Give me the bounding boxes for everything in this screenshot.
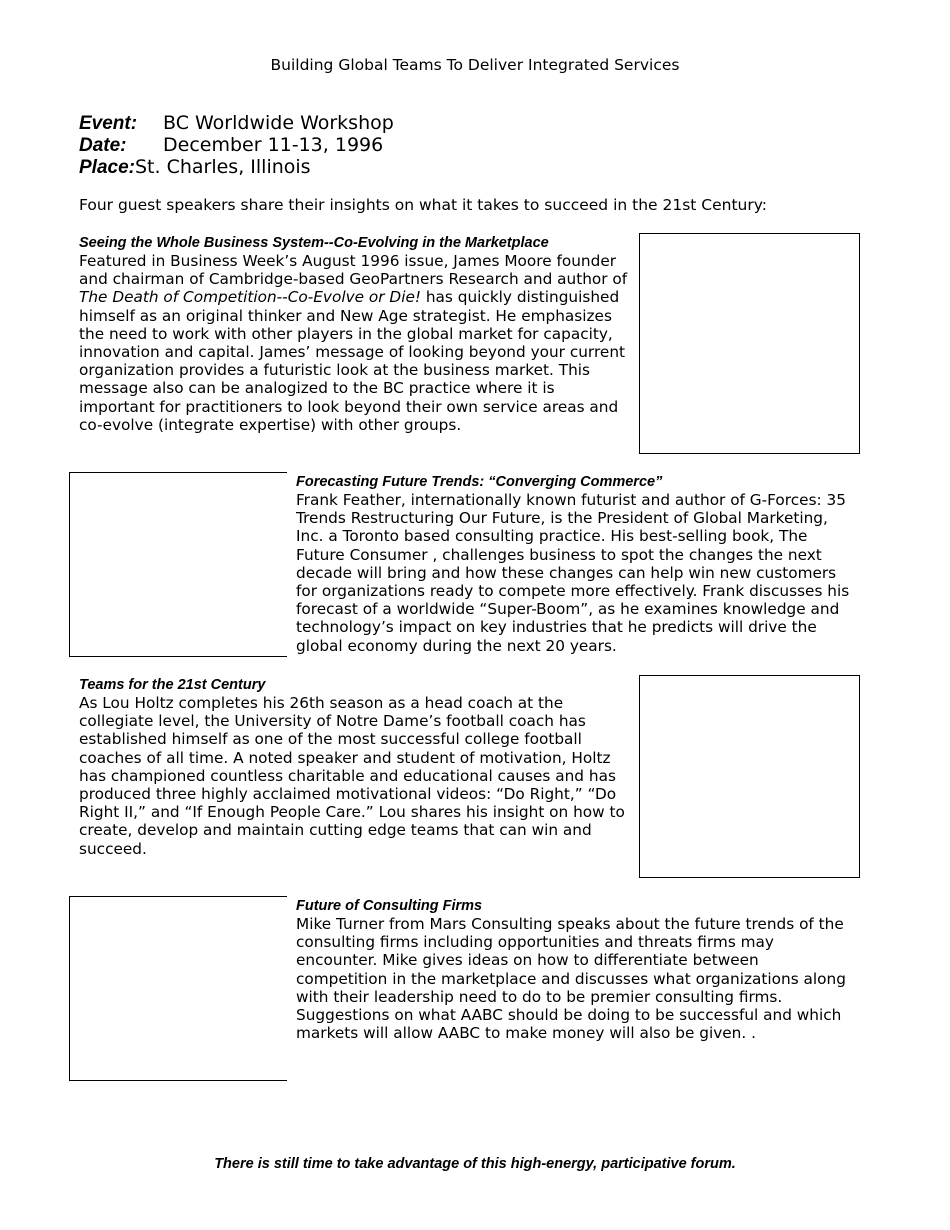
closing-statement: There is still time to take advantage of this high-energy, participative forum. [214,1156,736,1172]
section-mike-turner [296,897,854,1042]
date-value: December 11-13, 1996 [163,134,384,156]
section-title: Forecasting Future Trends: “Converging Commerce” [296,474,663,490]
place-line [79,156,311,179]
body-text: has quickly distinguished himself as an original thinker and New Age strategist. He emphasizes the need to work with other players in the global market for capacity, innovation and capital. James’ message of looking beyond your current organization provides a futuristic look at the business market. This message also can be analogized to the BC practice where it is important for practitioners to look beyond their own service areas and co-evolve (integrate expertise) with other groups. [79,288,626,434]
speaker-photo-frame [639,233,860,454]
section-title: Future of Consulting Firms [296,898,483,914]
section-body: As Lou Holtz completes his 26th season as a head coach at the collegiate level, the University of Notre Dame’s football coach has established himself as one of the most successful college football coaches of all time. A noted speaker and student of motivation, Holtz has championed countless charitable and educational causes and has produced three highly acclaimed motivational videos: “Do Right,” “Do Right II,” and “If Enough People Care.” Lou shares his insight on how to create, develop and maintain cutting edge teams that can win and succeed. [79,694,625,858]
speaker-photo-frame [69,896,287,1081]
section-frank-feather [296,473,854,655]
section-body [79,252,635,434]
event-line [79,112,394,135]
place-label: Place: [79,157,135,178]
speaker-photo-frame [69,472,287,657]
section-title: Teams for the 21st Century [79,677,266,693]
place-value: St. Charles, Illinois [134,156,311,178]
event-value: BC Worldwide Workshop [163,112,394,134]
section-james-moore [79,234,635,434]
speaker-photo-frame [639,675,860,878]
book-title: The Death of Competition--Co-Evolve or Die! [79,288,421,307]
section-body: Frank Feather, internationally known futurist and author of G-Forces: 35 Trends Restructuring Our Future, is the President of Global Marketing, Inc. a Toronto based consulting practice. His best-selling book, The Future Consumer , challenges business to spot the changes the next decade will bring and how these changes can help win new customers for organizations ready to compete more effectively. Frank discusses his forecast of a worldwide “Super-Boom”, as he examines knowledge and technology’s impact on key industries that he predicts will drive the global economy during the next 20 years. [296,491,850,655]
document-title: Building Global Teams To Deliver Integrated Services [270,56,680,74]
event-label: Event: [79,113,138,134]
section-body: Mike Turner from Mars Consulting speaks about the future trends of the consulting firms including opportunities and threats firms may encounter. Mike gives ideas on how to differentiate between competition in the marketplace and discusses what organizations along with their leadership need to do to be premier consulting firms. Suggestions on what AABC should be doing to be successful and which markets will allow AABC to make money will also be given. . [296,915,846,1043]
date-label: Date: [79,135,127,156]
section-title: Seeing the Whole Business System--Co-Evolving in the Marketplace [79,235,549,251]
intro-text: Four guest speakers share their insights on what it takes to succeed in the 21st Century: [79,196,768,214]
date-line [79,134,383,157]
section-lou-holtz [79,676,635,858]
body-text: Featured in Business Week’s August 1996 issue, James Moore founder and chairman of Cambridge-based GeoPartners Research and author of [79,252,628,289]
